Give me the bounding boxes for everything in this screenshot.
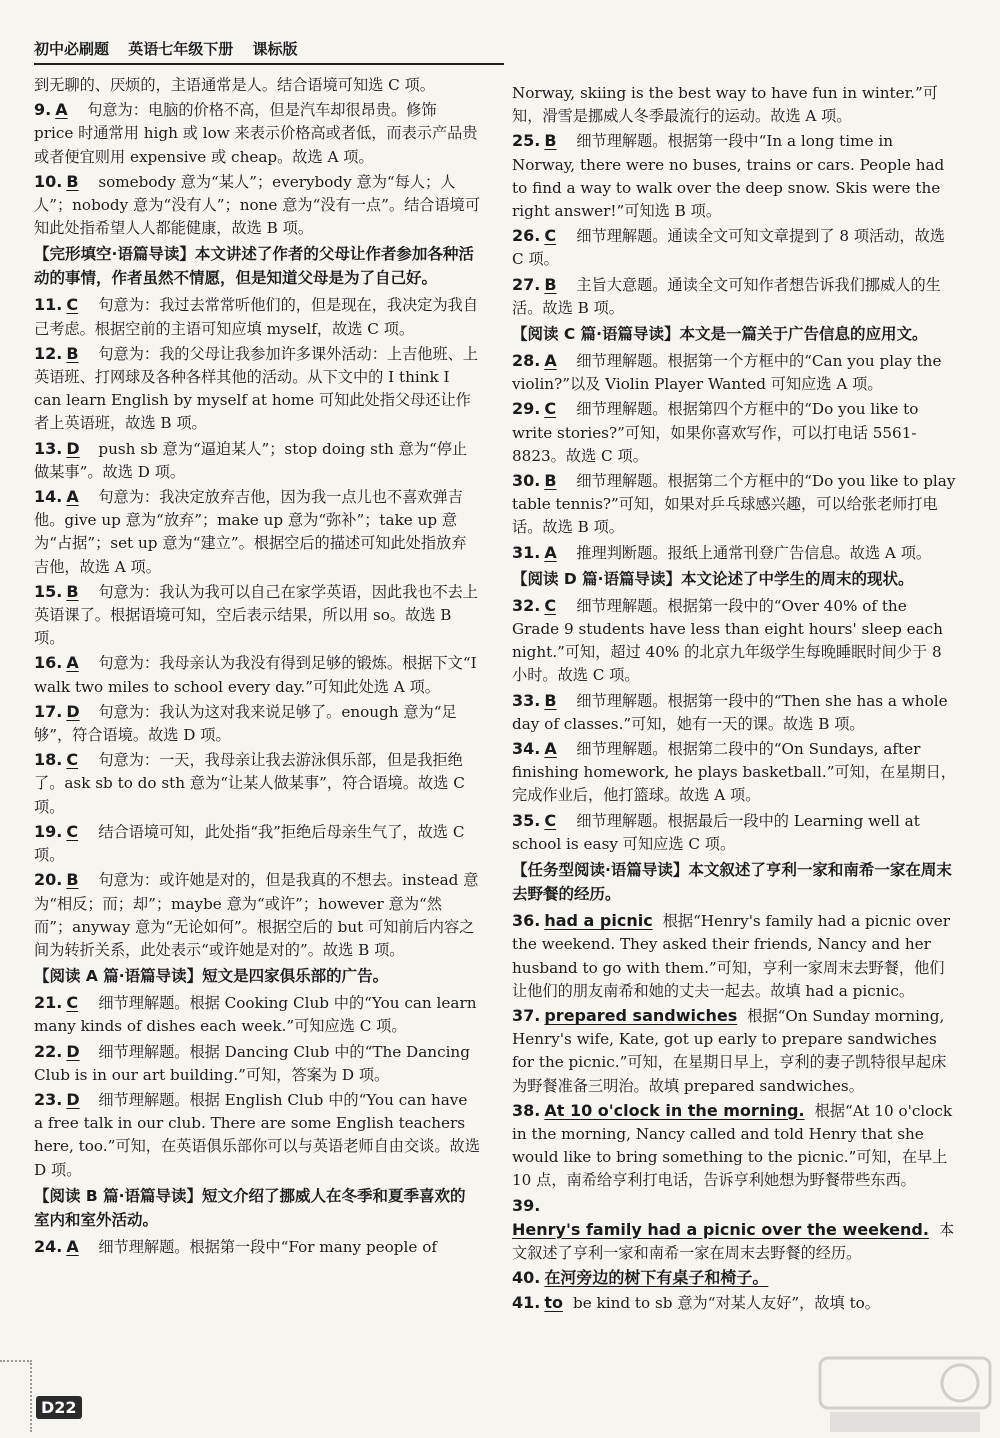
question-number: 15. [34, 581, 63, 601]
answer-item [512, 129, 958, 223]
header-edition: 课标版 [252, 40, 298, 58]
answer-key: C [544, 399, 557, 419]
explanation-text: 主旨大意题。通读全文可知作者想告诉我们挪威人的生活。故选 B 项。 [512, 275, 941, 317]
explanation-text: somebody 意为“某人”；everybody 意为“每人；人人”；nobody 意为“没有人”；none 意为“没有一点”。结合语境可知此处指希望人人都能健康，故选 B 项。 [34, 172, 481, 238]
answer-key: Henry's family had a picnic over the weekend. [512, 1219, 929, 1239]
question-number: 27. [512, 274, 541, 294]
answer-item [34, 170, 480, 241]
explanation-text: 句意为：我过去常常听他们的，但是现在，我决定为我自己考虑。根据空前的主语可知应填 myself，故选 C 项。 [34, 296, 479, 338]
question-number: 36. [512, 911, 541, 931]
explanation-text: push sb 意为“逼迫某人”；stop doing sth 意为“停止做某事”。故选 D 项。 [34, 439, 468, 481]
watermark-logo [810, 1350, 1000, 1438]
header-series: 初中必刷题 [34, 40, 110, 58]
answer-item [34, 820, 480, 867]
explanation-text: 句意为：电脑的价格不高，但是汽车却很昂贵。修饰 price 时通常用 high 或 low 来表示价格高或者低，而表示产品贵或者便宜则用 expensive 或 cheap。故选 A 项。 [34, 101, 478, 166]
answer-item [512, 397, 958, 468]
answer-item [512, 224, 958, 271]
answer-key: C [544, 226, 557, 246]
answer-key: B [66, 870, 79, 890]
question-number: 19. [34, 821, 63, 841]
section-heading: 【阅读 C 篇·语篇导读】本文是一篇关于广告信息的应用文。 [512, 325, 928, 344]
explanation-text: 细节理解题。根据第二个方框中的“Do you like to play table tennis?”可知，如果对乒乓球感兴趣，可以给张老师打电话。故选 B 项。 [512, 472, 956, 537]
continued-text: 到无聊的、厌烦的，主语通常是人。结合语境可知选 C 项。 [34, 76, 435, 94]
answer-key: B [66, 581, 79, 601]
page-number: D22 [36, 1396, 82, 1419]
explanation-text: 本文叙述了亨利一家和南希一家在周末去野餐的经历。 [512, 1220, 955, 1262]
answer-item [512, 273, 958, 320]
answer-item [34, 437, 480, 484]
answer-item [512, 594, 958, 688]
explanation-text: 细节理解题。根据第一段中“For many people of [98, 1237, 437, 1256]
answer-item [512, 1291, 958, 1315]
answer-key: prepared sandwiches [544, 1005, 738, 1025]
question-number: 23. [34, 1089, 63, 1109]
answer-item [512, 349, 958, 396]
question-number: 16. [34, 653, 63, 673]
question-number: 34. [512, 739, 541, 759]
answer-key: A [544, 542, 557, 562]
question-number: 37. [512, 1005, 541, 1025]
explanation-text: 细节理解题。根据第一段中的“Over 40% of the Grade 9 students have less than eight hours' sleep each night.”可知，超过 40% 的北京九年级学生每晚睡眠时间少于 8 小时。故选 C 项。 [512, 596, 943, 685]
answer-item [512, 541, 958, 565]
answer-key: D [66, 438, 80, 458]
answer-key: C [66, 821, 79, 841]
answer-item [512, 737, 958, 808]
explanation-text: be kind to sb 意为“对某人友好”，故填 to。 [572, 1294, 880, 1313]
question-number: 29. [512, 399, 541, 419]
question-number: 25. [512, 131, 541, 151]
corner-dots [0, 1360, 32, 1432]
explanation-text: 细节理解题。根据最后一段中的 Learning well at school is easy 可知应选 C 项。 [512, 811, 920, 853]
answer-key: B [544, 471, 557, 491]
answer-item [34, 1235, 480, 1259]
question-number: 33. [512, 690, 541, 710]
answer-item [512, 1266, 958, 1290]
header-subject: 英语七年级下册 [128, 40, 234, 58]
answer-key: C [544, 595, 557, 615]
question-number: 21. [34, 993, 63, 1013]
left-column [34, 74, 480, 1260]
section-heading: 【阅读 A 篇·语篇导读】短文是四家俱乐部的广告。 [34, 967, 389, 986]
answer-item [34, 342, 480, 436]
answer-key: A [66, 487, 79, 507]
answer-item [34, 991, 480, 1038]
question-number: 22. [34, 1041, 63, 1061]
answer-item [34, 580, 480, 651]
explanation-text: 细节理解题。根据 Cooking Club 中的“You can learn many kinds of dishes each week.”可知应选 C 项。 [34, 994, 477, 1036]
explanation-text: 句意为：我的父母让我参加许多课外活动：上吉他班、上英语班、打网球及各种各样其他的活动。从下文中的 I think I can learn English by myself at home 可知此处指父母还让作者上英语班，故选 B 项。 [34, 344, 479, 433]
explanation-text: 细节理解题。根据第一段中的“Then she has a whole day of classes.”可知，她有一天的课。故选 B 项。 [512, 691, 948, 733]
answer-item [34, 868, 480, 962]
question-number: 17. [34, 701, 63, 721]
answer-item [512, 689, 958, 736]
question-number: 30. [512, 471, 541, 491]
explanation-text: 句意为：我认为我可以自己在家学英语，因此我也不去上英语课了。根据语境可知，空后表示结果，所以用 so。故选 B 项。 [34, 582, 479, 648]
section-heading: 【阅读 B 篇·语篇导读】短文介绍了挪威人在冬季和夏季喜欢的室内和室外活动。 [34, 1186, 466, 1229]
answer-key: A [55, 100, 68, 120]
right-column [512, 82, 958, 1317]
answer-key: B [66, 343, 79, 363]
question-number: 32. [512, 595, 541, 615]
answer-key: 在河旁边的树下有桌子和椅子。 [544, 1268, 769, 1288]
question-number: 20. [34, 870, 63, 890]
question-number: 35. [512, 810, 541, 830]
question-number: 40. [512, 1268, 541, 1288]
question-number: 39. [512, 1195, 541, 1215]
answer-key: At 10 o'clock in the morning. [544, 1100, 805, 1120]
answer-item [34, 1088, 480, 1182]
answer-key: A [66, 653, 79, 673]
answer-key: C [66, 750, 79, 770]
answer-key: A [544, 739, 557, 759]
answer-key: B [66, 171, 79, 191]
question-number: 18. [34, 750, 63, 770]
answer-key: C [66, 295, 79, 315]
answer-item [34, 748, 480, 819]
explanation-text: 细节理解题。根据 English Club 中的“You can have a free talk in our club. There are some English teachers here, too.”可知，在英语俱乐部你可以与英语老师自由交谈。故选 D 项。 [34, 1090, 480, 1179]
answer-key: D [66, 701, 80, 721]
answer-item [34, 700, 480, 747]
answer-key: C [66, 993, 79, 1013]
book-header [34, 38, 504, 65]
answer-item [512, 909, 958, 1003]
answer-item [34, 293, 480, 340]
question-number: 38. [512, 1100, 541, 1120]
explanation-text: 根据“At 10 o'clock in the morning, Nancy called and told Henry that she would like to bring something to the picnic.”可知，在早上 10 点，南希给亨利打电话，告诉亨利她想为野餐带些东西。 [512, 1101, 953, 1190]
answer-key: D [66, 1089, 80, 1109]
answer-key: C [544, 810, 557, 830]
question-number: 11. [34, 295, 63, 315]
answer-item [512, 1099, 958, 1193]
question-number: 14. [34, 487, 63, 507]
explanation-text: 细节理解题。根据第一段中“In a long time in Norway, there were no buses, trains or cars. People had to find a way to walk over the deep snow. Skis were the right answer!”可知选 B 项。 [512, 132, 945, 221]
question-number: 24. [34, 1236, 63, 1256]
answer-key: B [544, 131, 557, 151]
explanation-text: 推理判断题。报纸上通常刊登广告信息。故选 A 项。 [576, 543, 932, 562]
answer-key: A [66, 1236, 79, 1256]
question-number: 26. [512, 226, 541, 246]
answer-key: B [544, 274, 557, 294]
section-heading: 【任务型阅读·语篇导读】本文叙述了亨利一家和南希一家在周末去野餐的经历。 [512, 861, 952, 904]
answer-item [512, 469, 958, 540]
explanation-text: 句意为：我决定放弃吉他，因为我一点儿也不喜欢弹吉他。give up 意为“放弃”；make up 意为“弥补”；take up 意为“占据”；set up 意为“建立”。根据空后的描述可知此处指放弃吉他，故选 A 项。 [34, 488, 467, 576]
explanation-text: 细节理解题。根据第四个方框中的“Do you like to write stories?”可知，如果你喜欢写作，可以打电话 5561-8823。故选 C 项。 [512, 400, 919, 465]
answer-item [34, 651, 480, 698]
question-number: 13. [34, 438, 63, 458]
answer-item [512, 809, 958, 856]
question-number: 31. [512, 542, 541, 562]
explanation-text: 句意为：或许她是对的，但是我真的不想去。instead 意为“相反；而；却”；maybe 意为“或许”；however 意为“然而”；anyway 意为“无论如何”。根据空后的 but 可知前后内容之间为转折关系，此处表示“或许她是对的”。故选 B 项。 [34, 871, 479, 959]
answer-item [34, 485, 480, 579]
answer-item [512, 1004, 958, 1098]
explanation-text: 根据“On Sunday morning, Henry's wife, Kate, got up early to prepare sandwiches for the picnic.”可知，在星期日早上，亨利的妻子凯特很早起床为野餐准备三明治。故填 prepared sandwiches。 [512, 1006, 947, 1095]
explanation-text: 句意为：我母亲认为我没有得到足够的锻炼。根据下文“I walk two miles to school every day.”可知此处选 A 项。 [34, 654, 477, 696]
answer-key: had a picnic [544, 911, 653, 931]
explanation-text: 结合语境可知，此处指“我”拒绝后母亲生气了，故选 C 项。 [34, 822, 465, 865]
explanation-text: 细节理解题。根据 Dancing Club 中的“The Dancing Club is in our art building.”可知，答案为 D 项。 [34, 1042, 470, 1084]
explanation-text: 细节理解题。根据第一个方框中的“Can you play the violin?”以及 Violin Player Wanted 可知应选 A 项。 [512, 352, 942, 394]
question-number: 28. [512, 351, 541, 371]
question-number: 41. [512, 1293, 541, 1313]
continued-text: Norway, skiing is the best way to have fun in winter.”可知，滑雪是挪威人冬季最流行的运动。故选 A 项。 [512, 84, 938, 126]
question-number: 9. [34, 100, 52, 120]
question-number: 10. [34, 171, 63, 191]
explanation-text: 句意为：我认为这对我来说足够了。enough 意为“足够”，符合语境。故选 D 项。 [34, 702, 457, 745]
answer-key: D [66, 1041, 80, 1061]
answer-item [34, 98, 480, 169]
question-number: 12. [34, 343, 63, 363]
section-heading: 【完形填空·语篇导读】本文讲述了作者的父母让作者参加各种活动的事情，作者虽然不情愿，但是知道父母是为了自己好。 [34, 245, 474, 288]
section-heading: 【阅读 D 篇·语篇导读】本文论述了中学生的周末的现状。 [512, 569, 914, 588]
explanation-text: 细节理解题。通读全文可知文章提到了 8 项活动，故选 C 项。 [512, 227, 945, 269]
answer-item [512, 1194, 958, 1266]
explanation-text: 细节理解题。根据第二段中的“On Sundays, after finishing homework, he plays basketball.”可知，在星期日，完成作业后，他打篮球。故选 A 项。 [512, 740, 956, 805]
explanation-text: 句意为：一天，我母亲让我去游泳俱乐部，但是我拒绝了。ask sb to do sth 意为“让某人做某事”，符合语境。故选 C 项。 [34, 751, 465, 816]
answer-key: to [544, 1293, 563, 1313]
explanation-text: 根据“Henry's family had a picnic over the weekend. They asked their friends, Nancy and her husband to go with them.”可知，亨利一家周末去野餐，他们让他们的朋友南希和她的丈夫一起去。故填 had a picnic。 [512, 912, 950, 1000]
answer-item [34, 1040, 480, 1087]
answer-key: B [544, 690, 557, 710]
answer-key: A [544, 351, 557, 371]
